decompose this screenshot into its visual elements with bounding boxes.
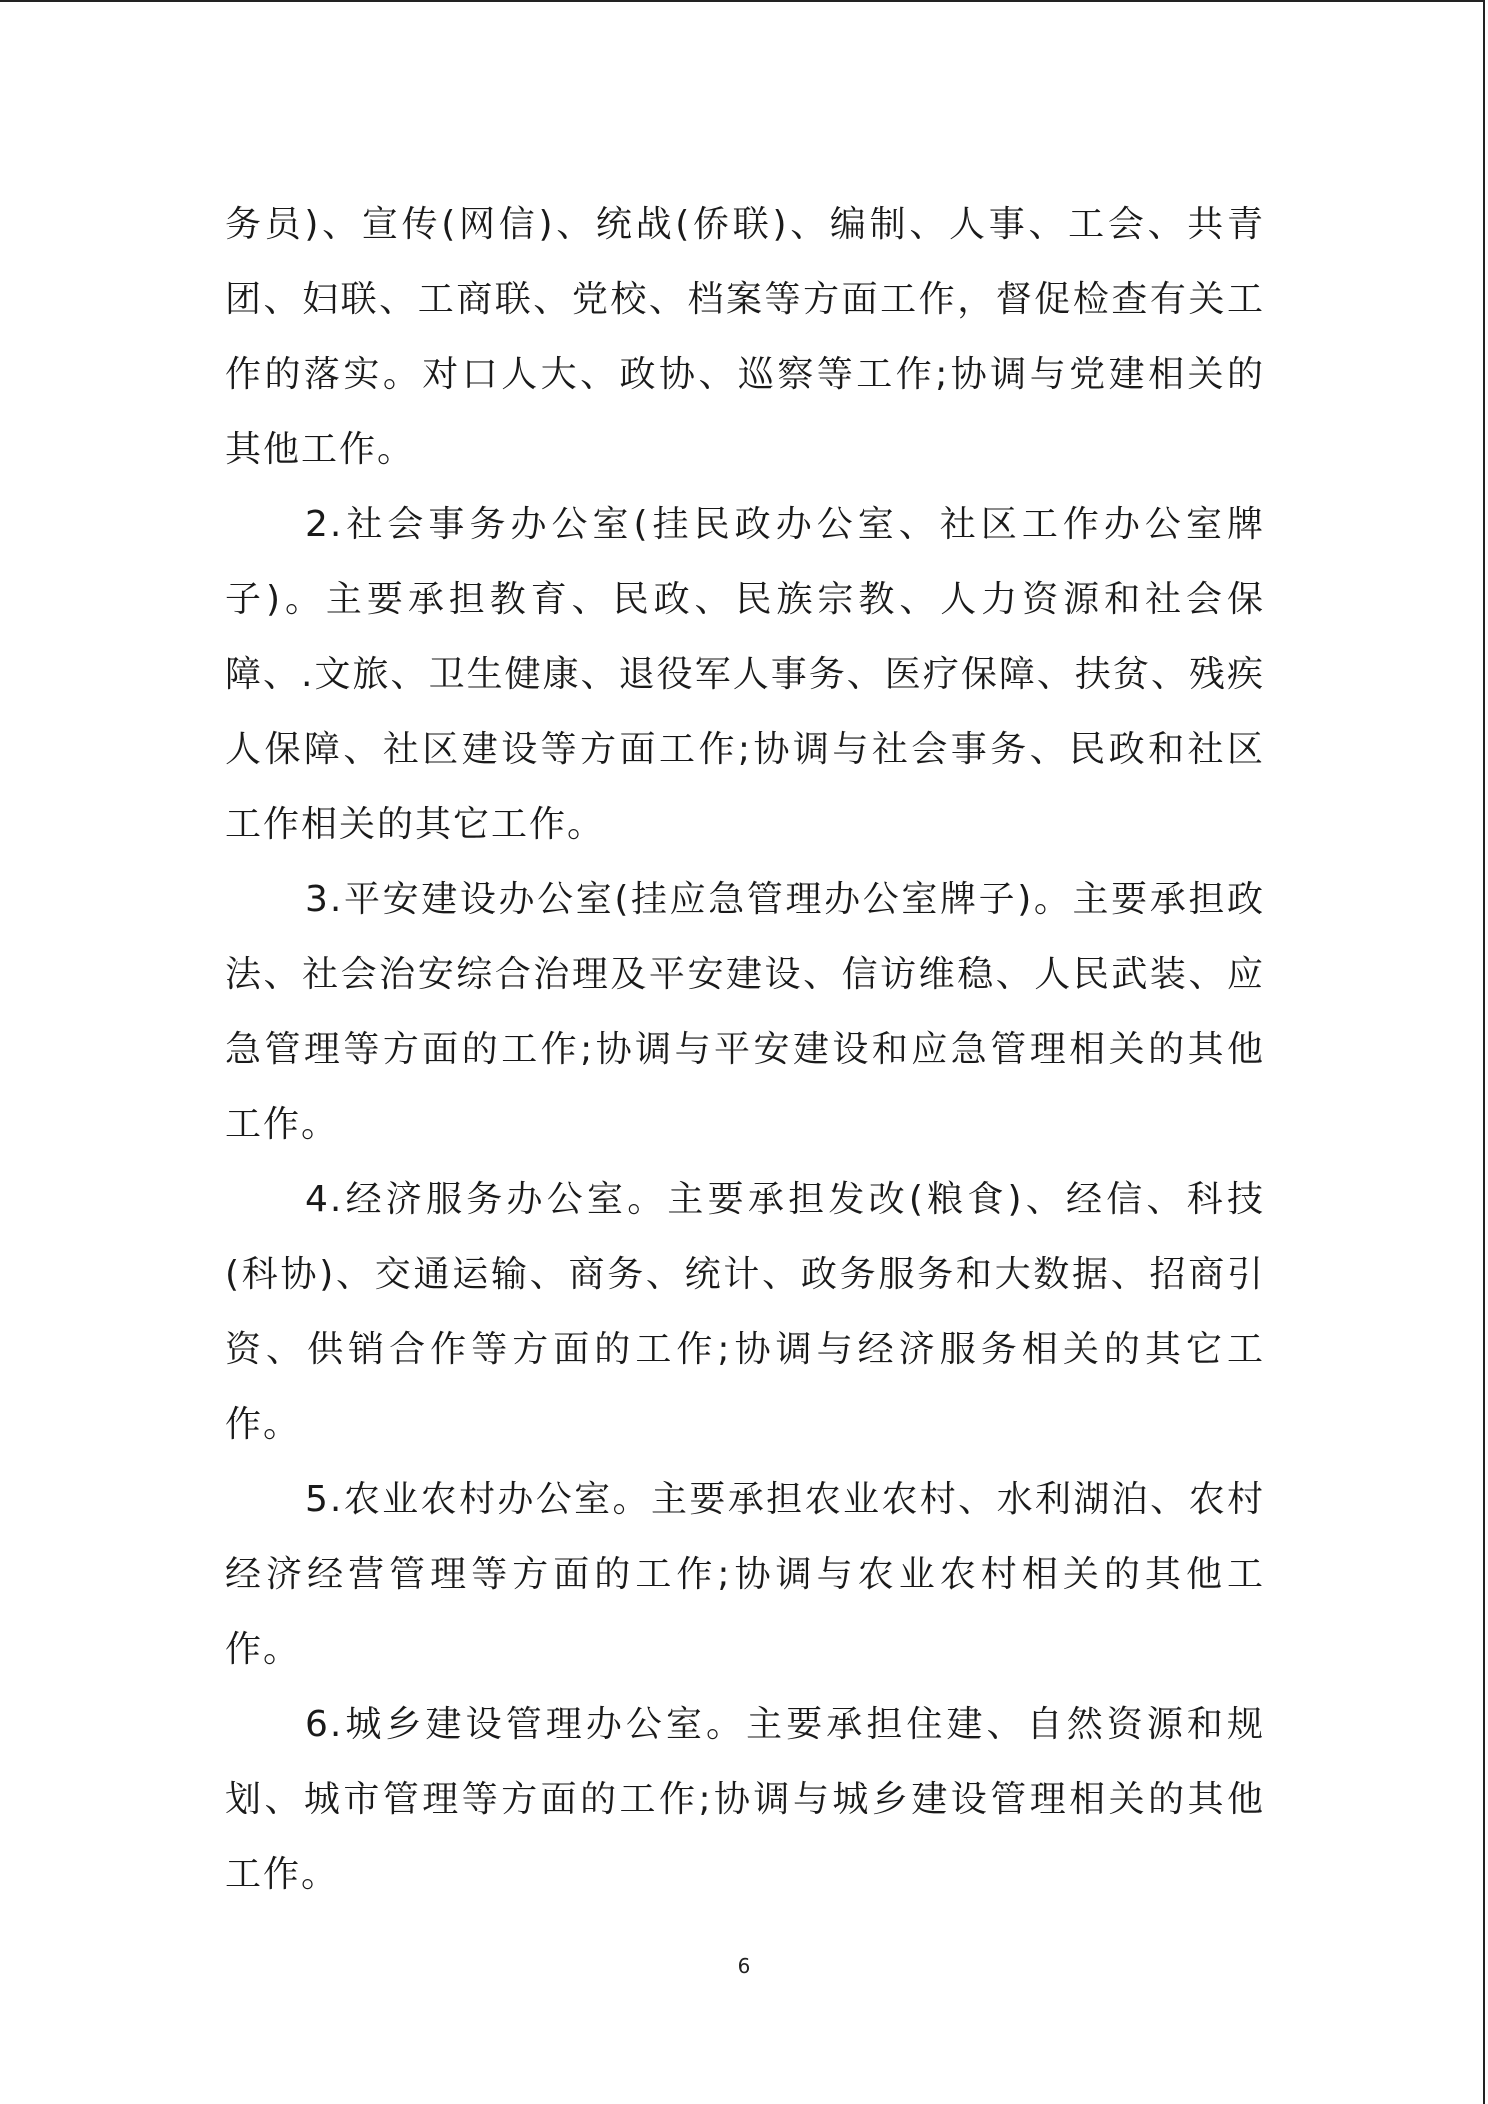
paragraph-party-building-continued: 务员)、宣传(网信)、统战(侨联)、编制、人事、工会、共青团、妇联、工商联、党校、档案等方面工作，督促检查有关工作的落实。对口人大、政协、巡察等工作;协调与党建相关的其他工作。 xyxy=(225,204,1265,470)
paragraph-agriculture-rural-office: 5.农业农村办公室。主要承担农业农村、水利湖泊、农村经济经营管理等方面的工作;协调与农业农村相关的其他工作。 xyxy=(225,1479,1265,1670)
page-number: 6 xyxy=(737,1954,751,1978)
paragraph-safety-construction-office: 3.平安建设办公室(挂应急管理办公室牌子)。主要承担政法、社会治安综合治理及平安建设、信访维稳、人民武装、应急管理等方面的工作;协调与平安建设和应急管理相关的其他工作。 xyxy=(225,879,1265,1145)
paragraph-economic-service-office: 4.经济服务办公室。主要承担发改(粮食)、经信、科技(科协)、交通运输、商务、统计、政务服务和大数据、招商引资、供销合作等方面的工作;协调与经济服务相关的其它工作。 xyxy=(225,1179,1265,1445)
paragraph-urban-rural-construction-office: 6.城乡建设管理办公室。主要承担住建、自然资源和规划、城市管理等方面的工作;协调与城乡建设管理相关的其他工作。 xyxy=(225,1704,1265,1895)
document-body xyxy=(225,187,1265,1912)
paragraph-social-affairs-office: 2.社会事务办公室(挂民政办公室、社区工作办公室牌子)。主要承担教育、民政、民族宗教、人力资源和社会保障、.文旅、卫生健康、退役军人事务、医疗保障、扶贫、残疾人保障、社区建设等方面工作;协调与社会事务、民政和社区工作相关的其它工作。 xyxy=(225,504,1265,845)
